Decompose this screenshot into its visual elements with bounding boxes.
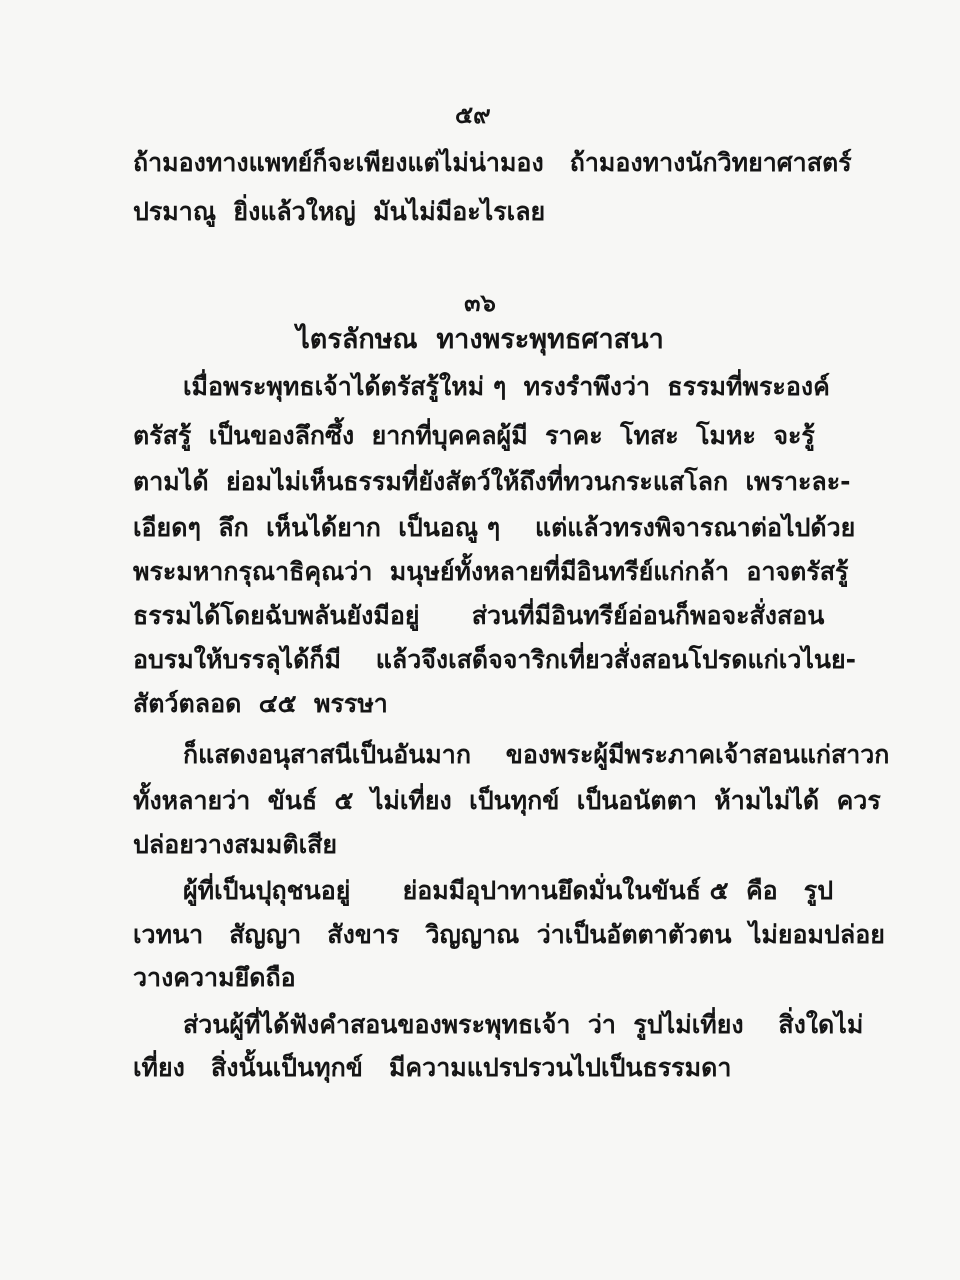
paragraph-line: ธรรมได้โดยฉับพลันยังมีอยู่ ส่วนที่มีอินทรีย์อ่อนก็พอจะสั่งสอน: [133, 601, 825, 630]
paragraph-line: ก็แสดงอนุสาสนีเป็นอันมาก ของพระผู้มีพระภาคเจ้าสอนแก่สาวก: [183, 740, 890, 769]
section-number: ๓๖: [464, 289, 496, 317]
paragraph-line: สัตว์ตลอด ๔๕ พรรษา: [133, 689, 388, 718]
paragraph-line: ส่วนผู้ที่ได้ฟังคำสอนของพระพุทธเจ้า ว่า รูปไม่เที่ยง สิ่งใดไม่: [183, 1010, 864, 1039]
text-line: ปรมาณู ยิ่งแล้วใหญ่ มันไม่มีอะไรเลย: [133, 197, 546, 226]
paragraph-line: ตามได้ ย่อมไม่เห็นธรรมที่ยังสัตว์ให้ถึงที่ทวนกระแสโลก เพราะละ-: [133, 467, 851, 496]
paragraph-line: เที่ยง สิ่งนั้นเป็นทุกข์ มีความแปรปรวนไปเป็นธรรมดา: [133, 1053, 732, 1082]
section-title: ไตรลักษณ ทางพระพุทธศาสนา: [296, 324, 664, 355]
paragraph-line: เมื่อพระพุทธเจ้าได้ตรัสรู้ใหม่ ๆ ทรงรำพึงว่า ธรรมที่พระองค์: [183, 372, 830, 401]
text-line: ถ้ามองทางแพทย์ก็จะเพียงแต่ไม่น่ามอง ถ้ามองทางนักวิทยาศาสตร์: [133, 148, 852, 177]
paragraph-line: เอียดๆ ลึก เห็นได้ยาก เป็นอณู ๆ แต่แล้วทรงพิจารณาต่อไปด้วย: [133, 513, 856, 542]
paragraph-line: อบรมให้บรรลุได้ก็มี แล้วจึงเสด็จจาริกเที่ยวสั่งสอนโปรดแก่เวไนย-: [133, 645, 857, 674]
paragraph-line: ผู้ที่เป็นปุถุชนอยู่ ย่อมมีอุปาทานยึดมั่นในขันธ์ ๕ คือ รูป: [183, 876, 834, 905]
paragraph-line: ทั้งหลายว่า ขันธ์ ๕ ไม่เที่ยง เป็นทุกข์ เป็นอนัตตา ห้ามไม่ได้ ควร: [133, 786, 881, 815]
page-number: ๕๙: [455, 101, 491, 129]
paragraph-line: วางความยึดถือ: [133, 963, 296, 992]
paragraph-line: ตรัสรู้ เป็นของลึกซึ้ง ยากที่บุคคลผู้มี ราคะ โทสะ โมหะ จะรู้: [133, 421, 815, 450]
paragraph-line: ปล่อยวางสมมติเสีย: [133, 830, 338, 859]
paragraph-line: พระมหากรุณาธิคุณว่า มนุษย์ทั้งหลายที่มีอินทรีย์แก่กล้า อาจตรัสรู้: [133, 557, 849, 586]
paragraph-line: เวทนา สัญญา สังขาร วิญญาณ ว่าเป็นอัตตาตัวตน ไม่ยอมปล่อย: [133, 920, 885, 949]
